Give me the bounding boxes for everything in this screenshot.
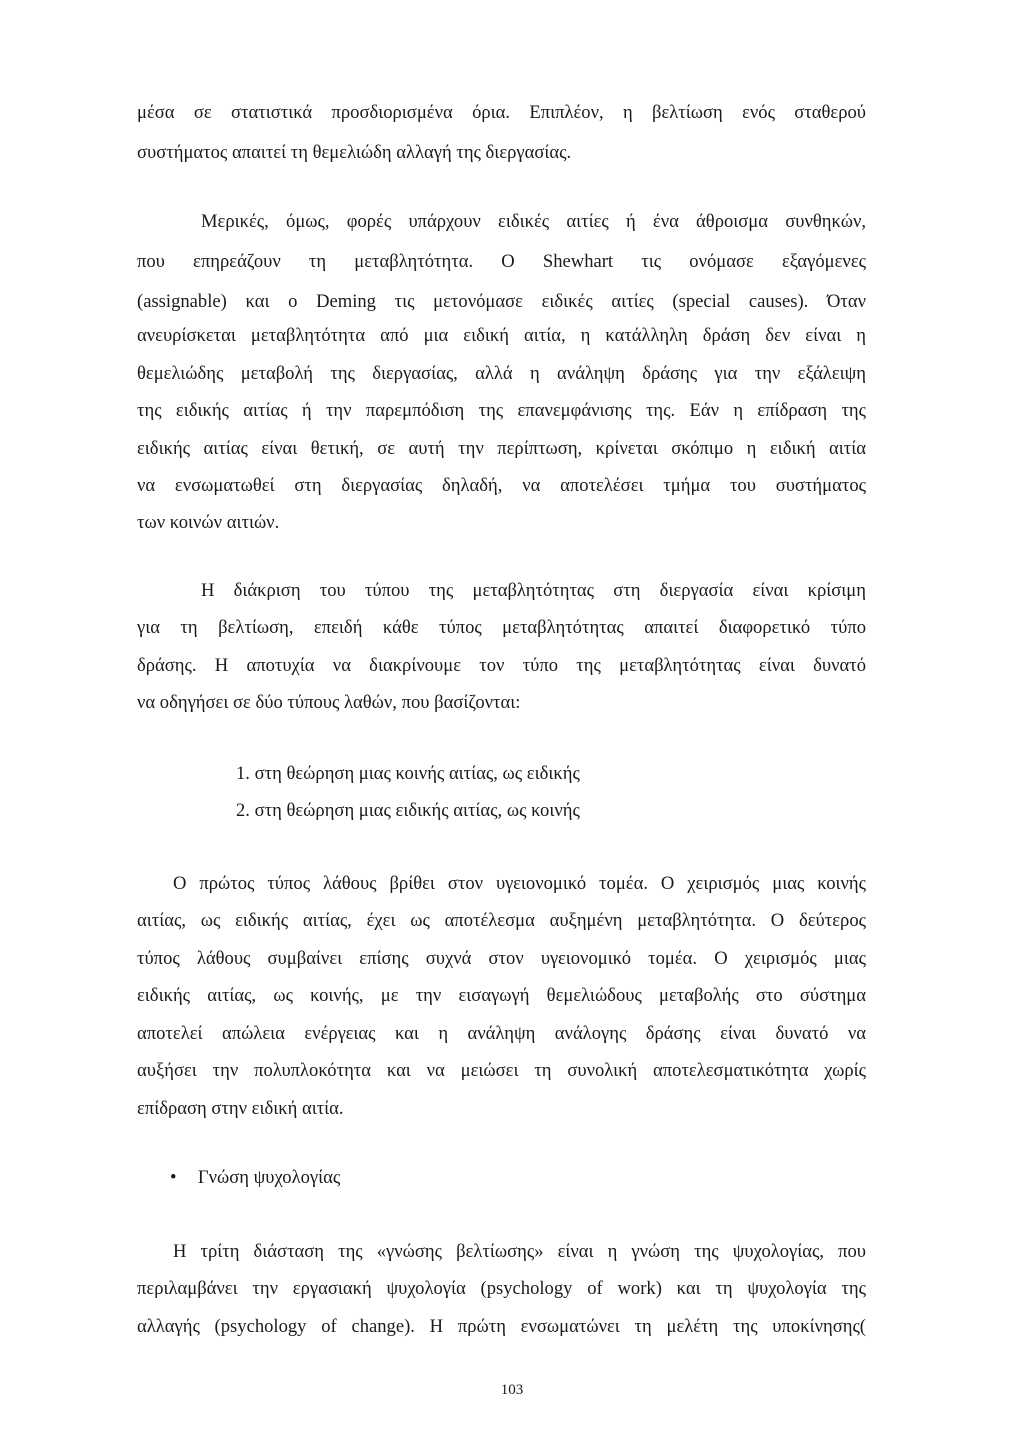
bullet-icon: • [170, 1167, 177, 1188]
paragraph-2-line-7: ειδικής αιτίας είναι θετική, σε αυτή την περίπτωση, κρίνεται σκόπιμο η ειδική αιτία [137, 438, 866, 459]
list-item-2: 2. στη θεώρηση μιας ειδικής αιτίας, ως κοινής [236, 800, 580, 821]
paragraph-4-line-7: επίδραση στην ειδική αιτία. [137, 1098, 344, 1119]
paragraph-3-line-3: δράσης. Η αποτυχία να διακρίνουμε τον τύπο της μεταβλητότητας είναι δυνατό [137, 655, 866, 676]
paragraph-1-line-1: μέσα σε στατιστικά προσδιορισμένα όρια. Επιπλέον, η βελτίωση ενός σταθερού [137, 102, 866, 123]
paragraph-3-line-2: για τη βελτίωση, επειδή κάθε τύπος μεταβλητότητας απαιτεί διαφορετικό τύπο [137, 617, 866, 638]
paragraph-3-line-4: να οδηγήσει σε δύο τύπους λαθών, που βασίζονται: [137, 692, 521, 713]
paragraph-1-line-2: συστήματος απαιτεί τη θεμελιώδη αλλαγή της διεργασίας. [137, 142, 572, 163]
paragraph-5-line-3: αλλαγής (psychology of change). Η πρώτη ενσωματώνει τη μελέτη της υποκίνησης( [137, 1316, 866, 1337]
paragraph-4-line-3: τύπος λάθους συμβαίνει επίσης συχνά στον υγειονομικό τομέα. Ο χειρισμός μιας [137, 948, 866, 969]
paragraph-4-line-2: αιτίας, ως ειδικής αιτίας, έχει ως αποτέλεσμα αυξημένη μεταβλητότητα. Ο δεύτερος [137, 910, 866, 931]
paragraph-3-line-1: Η διάκριση του τύπου της μεταβλητότητας στη διεργασία είναι κρίσιμη [201, 580, 866, 601]
paragraph-4-line-1: Ο πρώτος τύπος λάθους βρίθει στον υγειονομικό τομέα. Ο χειρισμός μιας κοινής [173, 873, 866, 894]
paragraph-2-line-5: θεμελιώδης μεταβολή της διεργασίας, αλλά η ανάληψη δράσης για την εξάλειψη [137, 363, 866, 384]
paragraph-2-line-8: να ενσωματωθεί στη διεργασίας δηλαδή, να αποτελέσει τμήμα του συστήματος [137, 475, 866, 496]
paragraph-2-line-6: της ειδικής αιτίας ή την παρεμπόδιση της επανεμφάνισης της. Εάν η επίδραση της [137, 400, 866, 421]
page-number: 103 [500, 1382, 524, 1398]
paragraph-4-line-4: ειδικής αιτίας, ως κοινής, με την εισαγωγή θεμελιώδους μεταβολής στο σύστημα [137, 985, 866, 1006]
paragraph-2-line-9: των κοινών αιτιών. [137, 512, 280, 533]
paragraph-2-line-2: που επηρεάζουν τη μεταβλητότητα. Ο Shewhart τις ονόμασε εξαγόμενες [137, 251, 866, 272]
paragraph-4-line-6: αυξήσει την πολυπλοκότητα και να μειώσει τη συνολική αποτελεσματικότητα χωρίς [137, 1060, 866, 1081]
paragraph-2-line-4: ανευρίσκεται μεταβλητότητα από μια ειδική αιτία, η κατάλληλη δράση δεν είναι η [137, 325, 866, 346]
bullet-heading-text: Γνώση ψυχολογίας [197, 1167, 341, 1188]
bullet-heading [170, 1166, 340, 1190]
paragraph-4-line-5: αποτελεί απώλεια ενέργειας και η ανάληψη ανάλογης δράσης είναι δυνατό να [137, 1023, 866, 1044]
paragraph-5-line-2: περιλαμβάνει την εργασιακή ψυχολογία (psychology of work) και τη ψυχολογία της [137, 1278, 866, 1299]
list-item-1: 1. στη θεώρηση μιας κοινής αιτίας, ως ειδικής [236, 763, 580, 784]
paragraph-2-line-3: (assignable) και ο Deming τις μετονόμασε ειδικές αιτίες (special causes). Όταν [137, 291, 866, 312]
paragraph-5-line-1: Η τρίτη διάσταση της «γνώσης βελτίωσης» είναι η γνώση της ψυχολογίας, που [173, 1241, 866, 1262]
paragraph-2-line-1: Μερικές, όμως, φορές υπάρχουν ειδικές αιτίες ή ένα άθροισμα συνθηκών, [201, 211, 866, 232]
